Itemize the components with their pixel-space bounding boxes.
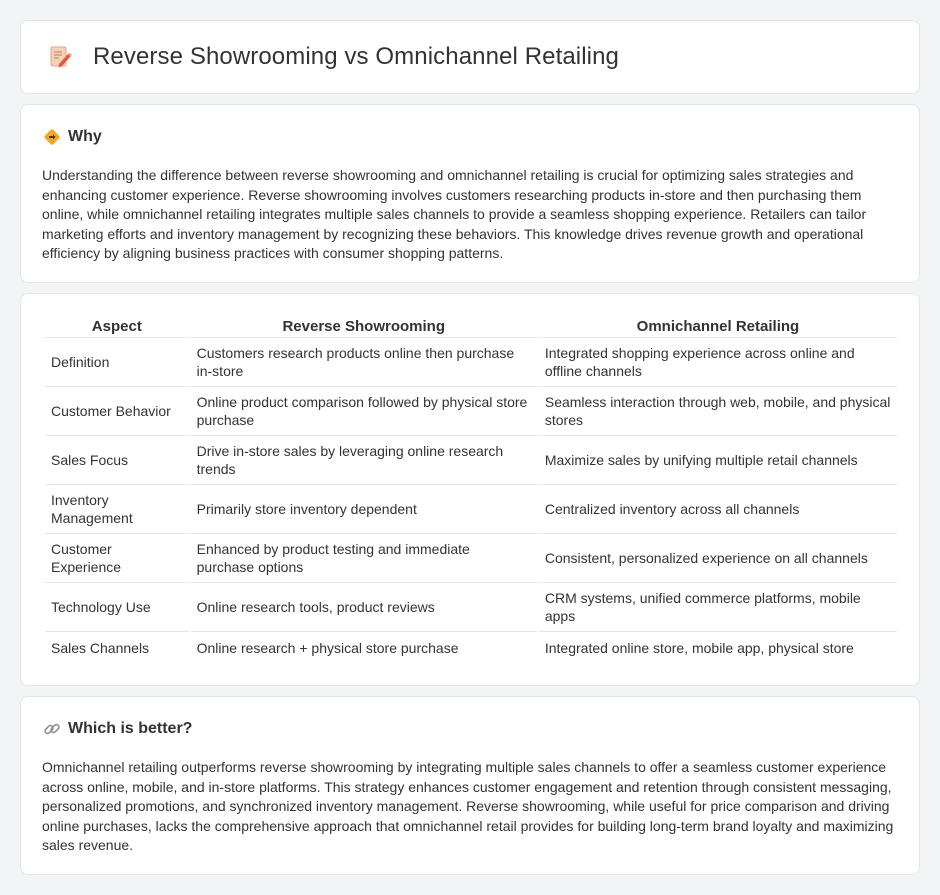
comparison-table [43,316,899,663]
why-text: Understanding the difference between reverse showrooming and omnichannel retailing is crucial for optimizing sales strategies and enhancing customer experience. Reverse showrooming involves customers researching products in-store and then purchasing them online, while omnichannel retailing integrates multiple sales channels to provide a seamless shopping experience. Retailers can tailor marketing efforts and inventory management by recognizing these behaviors. This knowledge drives revenue growth and operational efficiency by aligning business practices with consumer shopping patterns. [42,167,867,262]
omnichannel-cell: Integrated online store, mobile app, physical store [544,639,854,656]
reverse-showrooming-cell: Enhanced by product testing and immediate purchase options [191,534,537,583]
table-header-row [45,316,897,338]
why-heading-row [43,128,102,146]
table-row [45,632,897,663]
aspect-cell: Inventory Management [45,485,189,534]
table-row [45,534,897,583]
reverse-showrooming-cell: Drive in-store sales by leveraging online research trends [191,436,537,485]
aspect-cell: Customer Behavior [45,387,189,436]
column-header-reverse-showrooming: Reverse Showrooming [191,316,537,338]
comparison-section [20,293,920,686]
title-wrap [47,43,619,71]
why-heading: Why [68,128,102,145]
title-card [20,20,920,94]
omnichannel-cell: Consistent, personalized experience on all channels [539,534,897,583]
omnichannel-cell: Maximize sales by unifying multiple retail channels [539,436,897,485]
table-row [45,436,897,485]
table-row [45,583,897,632]
aspect-cell: Technology Use [45,583,189,632]
why-section [20,104,920,283]
reverse-showrooming-cell: Online research tools, product reviews [191,583,537,632]
aspect-cell: Customer Experience [45,534,189,583]
column-header-omnichannel-retailing: Omnichannel Retailing [539,316,897,338]
reverse-showrooming-cell: Customers research products online then purchase in-store [191,338,537,387]
aspect-cell: Definition [45,338,189,387]
omnichannel-cell: Centralized inventory across all channels [539,485,897,534]
page-title: Reverse Showrooming vs Omnichannel Retailing [93,43,619,70]
omnichannel-cell: Seamless interaction through web, mobile, and physical stores [539,387,897,436]
diamond-direction-icon [43,128,61,146]
omnichannel-cell: CRM systems, unified commerce platforms, mobile apps [539,583,897,632]
reverse-showrooming-cell: Online research + physical store purchase [196,639,459,656]
table-row [45,338,897,387]
reverse-showrooming-cell: Online product comparison followed by physical store purchase [191,387,537,436]
table-row [45,485,897,534]
reverse-showrooming-cell: Primarily store inventory dependent [191,485,537,534]
aspect-cell: Sales Channels [51,639,150,656]
document-pencil-icon [47,44,73,70]
omnichannel-cell: Integrated shopping experience across online and offline channels [539,338,897,387]
better-heading-row [43,720,192,738]
better-heading: Which is better? [68,720,193,737]
aspect-cell: Sales Focus [45,436,189,485]
table-row [45,387,897,436]
which-is-better-section [20,696,920,875]
link-icon [43,720,61,738]
better-text: Omnichannel retailing outperforms reverse showrooming by integrating multiple sales channels to offer a seamless customer experience across online, mobile, and in-store platforms. This strategy enhances customer engagement and retention through consistent messaging, personalized promotions, and synchronized inventory management. Reverse showrooming, while useful for price comparison and driving online purchases, lacks the comprehensive approach that omnichannel retail provides for building long-term brand loyalty and maximizing sales revenue. [42,759,894,854]
column-header-aspect: Aspect [45,316,189,338]
